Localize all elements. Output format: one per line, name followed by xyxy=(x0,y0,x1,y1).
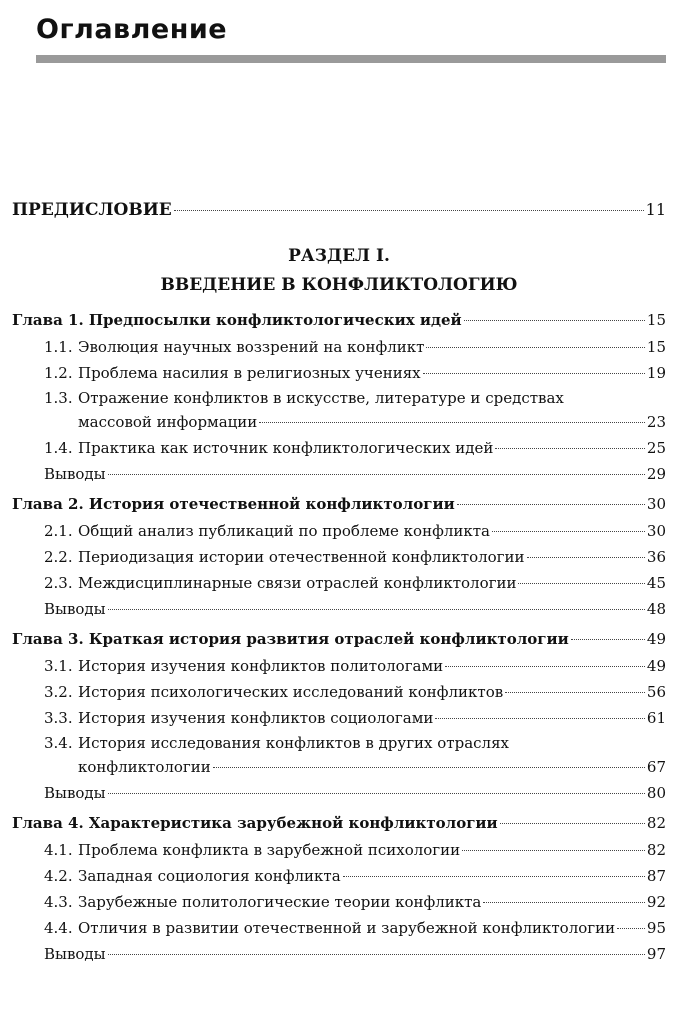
dot-leader xyxy=(571,639,645,640)
toc-entry-subsection[interactable] xyxy=(12,571,666,595)
toc-entry-subsection[interactable] xyxy=(12,732,666,779)
toc-entry-subsection[interactable] xyxy=(12,680,666,704)
toc-entry-summary[interactable] xyxy=(12,781,666,805)
page-number: 92 xyxy=(646,893,666,911)
header-rule xyxy=(36,55,666,63)
toc-entry-label: Глава 2. История отечественной конфликтологии xyxy=(12,495,455,513)
toc-entry-label: Глава 3. Краткая история развития отраслей конфликтологии xyxy=(12,630,569,648)
dot-leader xyxy=(213,767,645,768)
page-number: 56 xyxy=(646,683,666,701)
toc-entry-label: История изучения конфликтов политологами xyxy=(78,657,444,675)
dot-leader xyxy=(259,422,645,423)
toc-entry-subsection[interactable] xyxy=(12,545,666,569)
toc-entry-summary[interactable] xyxy=(12,942,666,966)
toc-entry-label: Зарубежные политологические теории конфликта xyxy=(78,893,482,911)
dot-leader xyxy=(108,609,645,610)
page-number: 29 xyxy=(646,465,666,483)
page-number: 36 xyxy=(646,548,666,566)
toc-entry-subsection[interactable] xyxy=(12,387,666,434)
chapter-block xyxy=(12,308,666,486)
toc-entry-label: Проблема конфликта в зарубежной психологии xyxy=(78,841,461,859)
toc-entry-label: Эволюция научных воззрений на конфликт xyxy=(78,338,425,356)
toc-entry-label: Общий анализ публикаций по проблеме конфликта xyxy=(78,522,490,540)
page-number: 19 xyxy=(646,364,666,382)
toc-entry-preface[interactable] xyxy=(12,196,666,224)
toc-entry-label: История психологических исследований конфликтов xyxy=(78,683,504,701)
subsection-number: 3.3. xyxy=(44,709,73,727)
dot-leader xyxy=(617,928,645,929)
toc-entry-subsection[interactable] xyxy=(12,706,666,730)
dot-leader xyxy=(462,850,645,851)
page-number: 82 xyxy=(646,841,666,859)
subsection-number: 4.3. xyxy=(44,893,73,911)
subsection-number: 1.3. xyxy=(44,389,73,407)
subsection-number: 3.4. xyxy=(44,734,73,752)
toc-entry-label: Практика как источник конфликтологических идей xyxy=(78,439,494,457)
subsection-number: 1.2. xyxy=(44,364,73,382)
section-number: РАЗДЕЛ I. xyxy=(288,246,390,266)
toc-entry-label: История исследования конфликтов в других отраслях xyxy=(78,734,510,752)
dot-leader xyxy=(423,373,645,374)
toc-entry-label-continued: конфликтологии xyxy=(78,758,211,776)
toc-entry-label-continued: массовой информации xyxy=(78,413,258,431)
page-number: 15 xyxy=(646,338,666,356)
toc-entry-summary[interactable] xyxy=(12,597,666,621)
page-number: 15 xyxy=(646,311,666,329)
toc-entry-subsection[interactable] xyxy=(12,838,666,862)
toc-entry-label: Периодизация истории отечественной конфликтологии xyxy=(78,548,525,566)
page-number: 23 xyxy=(646,413,666,431)
page-number: 97 xyxy=(646,945,666,963)
page-number: 61 xyxy=(646,709,666,727)
section-heading xyxy=(12,242,666,300)
toc-entry-subsection[interactable] xyxy=(12,335,666,359)
dot-leader xyxy=(426,347,645,348)
dot-leader xyxy=(445,666,645,667)
toc-entry-label: Отражение конфликтов в искусстве, литературе и средствах xyxy=(78,389,564,407)
dot-leader xyxy=(464,320,645,321)
subsection-number: 4.1. xyxy=(44,841,73,859)
dot-leader xyxy=(518,583,644,584)
page-number: 49 xyxy=(646,657,666,675)
subsection-number: 3.2. xyxy=(44,683,73,701)
page-title: Оглавление xyxy=(36,14,228,45)
page-number: 87 xyxy=(646,867,666,885)
subsection-number: 1.4. xyxy=(44,439,73,457)
subsection-number: 4.2. xyxy=(44,867,73,885)
chapter-block xyxy=(12,627,666,805)
toc-entry-subsection[interactable] xyxy=(12,654,666,678)
dot-leader xyxy=(108,474,645,475)
page-number: 82 xyxy=(646,814,666,832)
page-number: 11 xyxy=(645,200,666,219)
toc-entry-label: Выводы xyxy=(44,465,106,483)
toc-entry-label: Проблема насилия в религиозных учениях xyxy=(78,364,421,382)
toc-entry-summary[interactable] xyxy=(12,462,666,486)
toc-entry-subsection[interactable] xyxy=(12,916,666,940)
toc-entry-subsection[interactable] xyxy=(12,361,666,385)
toc-entry-subsection[interactable] xyxy=(12,864,666,888)
toc-entry-chapter[interactable] xyxy=(12,492,666,516)
toc-entry-label: Выводы xyxy=(44,600,106,618)
toc-entry-label: ПРЕДИСЛОВИЕ xyxy=(12,200,172,220)
table-of-contents xyxy=(12,196,666,972)
subsection-number: 2.1. xyxy=(44,522,73,540)
page-number: 80 xyxy=(646,784,666,802)
toc-entry-subsection[interactable] xyxy=(12,890,666,914)
dot-leader xyxy=(495,448,645,449)
toc-entry-chapter[interactable] xyxy=(12,811,666,835)
toc-entry-label: История изучения конфликтов социологами xyxy=(78,709,434,727)
page-number: 49 xyxy=(646,630,666,648)
toc-entry-label: Выводы xyxy=(44,945,106,963)
subsection-number: 1.1. xyxy=(44,338,73,356)
toc-entry-label: Глава 4. Характеристика зарубежной конфликтологии xyxy=(12,814,498,832)
dot-leader xyxy=(457,504,645,505)
toc-entry-label: Западная социология конфликта xyxy=(78,867,341,885)
chapter-block xyxy=(12,492,666,621)
toc-entry-label: Выводы xyxy=(44,784,106,802)
page-number: 30 xyxy=(646,522,666,540)
toc-entry-subsection[interactable] xyxy=(12,519,666,543)
toc-entry-chapter[interactable] xyxy=(12,308,666,332)
toc-entry-label: Отличия в развитии отечественной и зарубежной конфликтологии xyxy=(78,919,616,937)
dot-leader xyxy=(108,793,645,794)
subsection-number: 2.3. xyxy=(44,574,73,592)
page-number: 45 xyxy=(646,574,666,592)
toc-entry-subsection[interactable] xyxy=(12,436,666,460)
dot-leader xyxy=(500,823,645,824)
page-number: 30 xyxy=(646,495,666,513)
toc-entry-chapter[interactable] xyxy=(12,627,666,651)
subsection-number: 2.2. xyxy=(44,548,73,566)
section-title: ВВЕДЕНИЕ В КОНФЛИКТОЛОГИЮ xyxy=(160,275,518,295)
page-number: 67 xyxy=(646,758,666,776)
chapter-block xyxy=(12,811,666,966)
toc-entry-label: Глава 1. Предпосылки конфликтологических идей xyxy=(12,311,462,329)
page-number: 95 xyxy=(646,919,666,937)
page-header xyxy=(36,10,666,63)
dot-leader xyxy=(483,902,645,903)
dot-leader xyxy=(108,954,645,955)
toc-entry-label: Междисциплинарные связи отраслей конфликтологии xyxy=(78,574,517,592)
dot-leader xyxy=(343,876,645,877)
dot-leader xyxy=(527,557,645,558)
subsection-number: 3.1. xyxy=(44,657,73,675)
dot-leader xyxy=(492,531,645,532)
dot-leader xyxy=(505,692,645,693)
page-number: 48 xyxy=(646,600,666,618)
dot-leader xyxy=(174,210,644,211)
dot-leader xyxy=(435,718,645,719)
page-number: 25 xyxy=(646,439,666,457)
subsection-number: 4.4. xyxy=(44,919,73,937)
